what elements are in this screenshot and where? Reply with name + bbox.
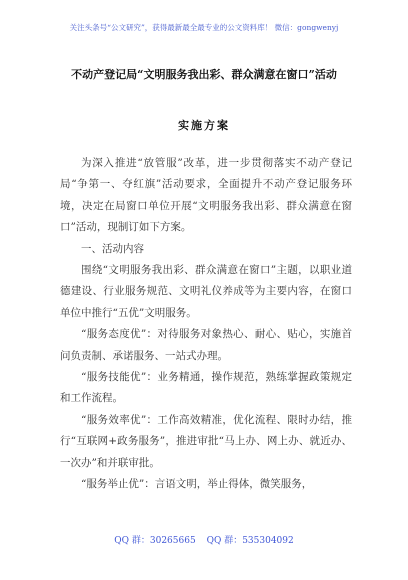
paragraph-service-manner: “服务举止优”：言语文明，举止得体，微笑服务，: [81, 478, 313, 491]
paragraph-service-efficiency: “服务效率优”：工作高效精准，优化流程、限时办结，推行“互联网+政务服务”，推进审批“马上办、网上办、就近办、一次办”和并联审批。: [60, 413, 352, 469]
document-body: [60, 153, 352, 496]
paragraph-service-attitude: “服务态度优”：对待服务对象热心、耐心、贴心，实施首问负责制、承诺服务、一站式办理。: [60, 328, 352, 362]
footer-qq-groups: [0, 533, 408, 546]
footer-qq-group-1: QQ 群：30265665: [114, 536, 196, 546]
document-subtitle: 实施方案: [178, 119, 230, 132]
paragraph-theme: 围绕“文明服务我出彩、群众满意在窗口”主题，以职业道德建设、行业服务规范、文明礼仪养成等为主要内容，在窗口单位中推行“五优”文明服务。: [60, 264, 352, 319]
section-heading-activity-content: 一、活动内容: [81, 242, 144, 255]
paragraph-service-skill: “服务技能优”：业务精通，操作规范，熟练掌握政策规定和工作流程。: [60, 371, 352, 405]
footer-qq-group-2: QQ 群：535304092: [206, 536, 294, 546]
header-banner: 关注头条号“公文研究”，获得最新最全最专业的公文资料库！ 微信：gongwenyj: [69, 23, 339, 32]
document-title: 不动产登记局“文明服务我出彩、群众满意在窗口”活动: [71, 68, 337, 81]
paragraph-intro: 为深入推进“放管服”改革，进一步贯彻落实不动产登记局“争第一、夺红旗”活动要求，全面提升不动产登记服务环境，决定在局窗口单位开展“文明服务我出彩、群众满意在窗口”活动，现制订如下方案。: [60, 157, 352, 234]
